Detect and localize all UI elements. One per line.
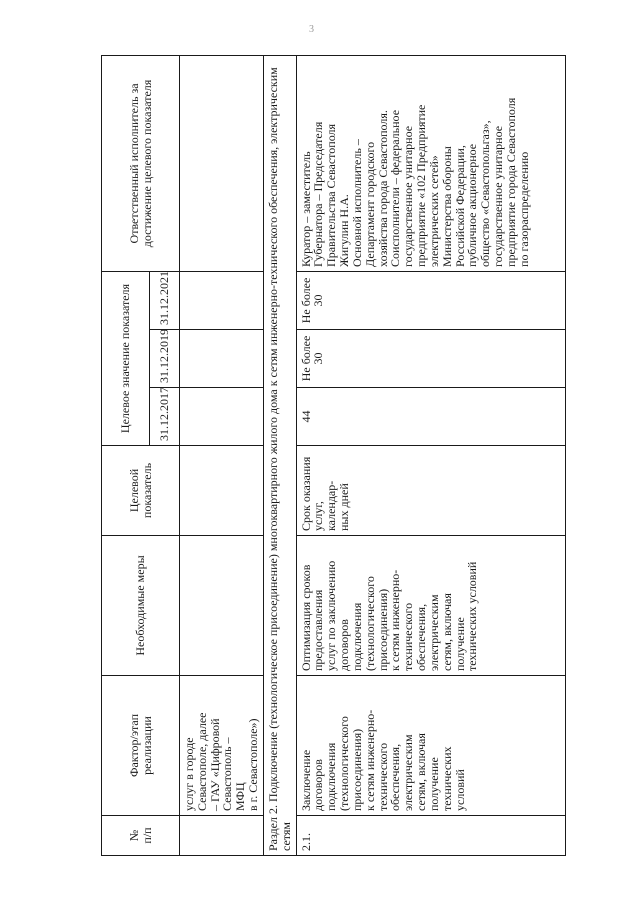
- header-target-value: Целевое значение показателя: [102, 271, 150, 445]
- cont-v2021: [180, 271, 264, 329]
- row-2-1-factor: Заключение договоров подключения (технологического присоединения) к сетям инженерно- технического обеспечения, электрическим сетям, включая получение технических условий: [296, 676, 565, 816]
- page-number: 3: [309, 24, 314, 35]
- header-date-2019: 31.12.2019: [150, 330, 180, 388]
- row-2-1-v2019: Не более 30: [296, 330, 565, 388]
- cont-factor: услуг в городе Севастополе, далее – ГАУ «Цифровой Севастополь – МФЦ в г. Севастополе»): [180, 676, 264, 816]
- header-measures: Необходимые меры: [102, 536, 180, 676]
- section-2-title: Раздел 2. Подключение (технологическое присоединение) многоквартирного жилого дома к сетям инженерно-технического обеспечения, электрическим сетям: [263, 55, 296, 855]
- cont-num: [180, 816, 264, 856]
- header-row: [102, 55, 150, 855]
- row-2-1-measures: Оптимизация сроков предоставления услуг по заключению договоров подключения (технологического присоединения) к сетям инженерно- технического обеспечения, электрическим сетям, включая получение технических условий: [296, 536, 565, 676]
- header-date-2017: 31.12.2017: [150, 388, 180, 446]
- header-indicator: Целевой показатель: [102, 446, 180, 536]
- row-2-1-num: 2.1.: [296, 816, 565, 856]
- rotated-sheet: [101, 56, 566, 856]
- cont-v2017: [180, 388, 264, 446]
- header-date-2021: 31.12.2021: [150, 271, 180, 329]
- row-2-1-responsible: Куратор – заместитель Губернатора – Председателя Правительства Севастополя Жигулин Н.А. Основной исполнитель – Департамент городского хозяйства города Севастополя. Соисполнители – федеральное государственное унитарное предприятие «102 Предприятие электрических сетей» Министерства обороны Российской Федерации, публичное акционерное общество «Севастопольгаз», государственное унитарное предприятие города Севастополя по газораспределению: [296, 55, 565, 271]
- cont-indicator: [180, 446, 264, 536]
- row-2-1-v2017: 44: [296, 388, 565, 446]
- header-responsible: Ответственный исполнитель за достижение целевого показателя: [102, 55, 180, 271]
- row-2-1-indicator: Срок оказания услуг, календар- ных дней: [296, 446, 565, 536]
- cont-v2019: [180, 330, 264, 388]
- cont-responsible: [180, 55, 264, 271]
- cont-measures: [180, 536, 264, 676]
- row-2-1-v2021: Не более 30: [296, 271, 565, 329]
- continuation-row: [180, 55, 264, 855]
- header-factor: Фактор/этап реализации: [102, 676, 180, 816]
- section-2-row: [263, 55, 296, 855]
- header-num: № п/п: [102, 816, 180, 856]
- targets-table: [101, 55, 566, 856]
- row-2-1: [296, 55, 565, 855]
